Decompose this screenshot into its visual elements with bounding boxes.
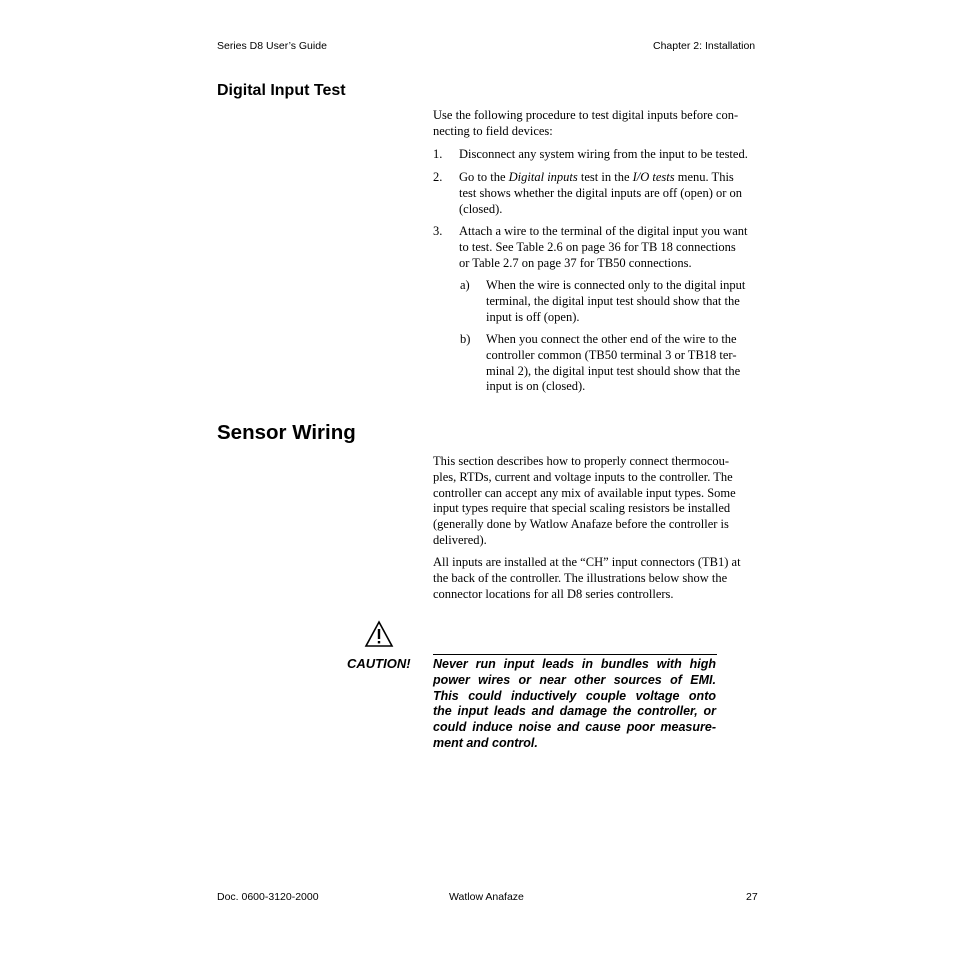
paragraph-line: connector locations for all D8 series controllers. <box>433 586 674 601</box>
caution-text <box>433 657 716 752</box>
paragraph-line: ples, RTDs, current and voltage inputs to the controller. The <box>433 469 733 484</box>
caution-line: Never run input leads in bundles with high <box>433 657 716 671</box>
footer-page-number: 27 <box>746 891 758 903</box>
caution-divider <box>433 654 717 655</box>
paragraph-line: input types require that special scaling resistors be installed <box>433 501 731 516</box>
step-number: 1. <box>433 147 443 161</box>
menu-item-reference: Digital inputs <box>508 170 578 184</box>
paragraph-line: the back of the controller. The illustrations below show the <box>433 570 728 585</box>
step-line: (closed). <box>459 201 503 216</box>
substep-line: input is on (closed). <box>486 379 586 394</box>
section-heading-sensor-wiring: Sensor Wiring <box>217 421 356 444</box>
substep-line: When the wire is connected only to the digital input <box>486 278 746 292</box>
step-line: to test. See Table 2.6 on page 36 for TB 18 connections <box>459 239 736 254</box>
step-line: Disconnect any system wiring from the input to be tested. <box>459 147 748 161</box>
paragraph-line: All inputs are installed at the “CH” input connectors (TB1) at <box>433 555 741 569</box>
step-line: Go to the Digital inputs test in the I/O tests menu. This <box>459 170 734 184</box>
substep-line: terminal, the digital input test should show that the <box>486 293 740 308</box>
footer-doc-number: Doc. 0600-3120-2000 <box>217 891 319 903</box>
sensor-wiring-paragraph-2 <box>433 555 768 602</box>
substep-letter: b) <box>460 332 471 346</box>
intro-line: Use the following procedure to test digital inputs before con- <box>433 108 739 122</box>
paragraph-line: delivered). <box>433 532 487 547</box>
step-line: Attach a wire to the terminal of the digital input you want <box>459 224 748 238</box>
intro-line: necting to field devices: <box>433 123 553 138</box>
paragraph-line: controller can accept any mix of available input types. Some <box>433 485 736 500</box>
sensor-wiring-paragraph-1 <box>433 454 768 549</box>
intro-paragraph <box>433 108 768 140</box>
running-header-title: Series D8 User’s Guide <box>217 40 327 52</box>
step-number: 3. <box>433 224 443 238</box>
step-line: or Table 2.7 on page 37 for TB50 connections. <box>459 255 692 270</box>
caution-line: power wires or near other sources of EMI. <box>433 672 716 687</box>
footer-company: Watlow Anafaze <box>449 891 524 903</box>
procedure-step-3 <box>433 224 768 272</box>
procedure-step-1 <box>433 147 768 163</box>
running-header-chapter: Chapter 2: Installation <box>653 40 756 52</box>
paragraph-line: This section describes how to properly connect thermocou- <box>433 454 730 468</box>
caution-line: the input leads and damage the controller, or <box>433 704 716 719</box>
caution-line: could induce noise and cause poor measure- <box>433 720 716 735</box>
warning-triangle-icon <box>364 620 394 648</box>
caution-line: This could inductively couple voltage onto <box>433 688 716 703</box>
step-number: 2. <box>433 170 443 184</box>
procedure-substep-b <box>460 332 765 396</box>
caution-label: CAUTION! <box>347 656 411 671</box>
substep-line: controller common (TB50 terminal 3 or TB18 ter- <box>486 347 737 362</box>
procedure-step-2 <box>433 170 768 218</box>
substep-line: input is off (open). <box>486 309 580 324</box>
substep-letter: a) <box>460 278 470 292</box>
step-line: test shows whether the digital inputs are off (open) or on <box>459 185 743 200</box>
procedure-substep-a <box>460 278 765 326</box>
caution-line: ment and control. <box>433 735 538 750</box>
paragraph-line: (generally done by Watlow Anafaze before the controller is <box>433 517 729 532</box>
substep-line: minal 2), the digital input test should show that the <box>486 363 741 378</box>
substep-line: When you connect the other end of the wire to the <box>486 332 737 346</box>
menu-reference: I/O tests <box>632 170 675 184</box>
section-heading-digital-input-test: Digital Input Test <box>217 82 346 99</box>
